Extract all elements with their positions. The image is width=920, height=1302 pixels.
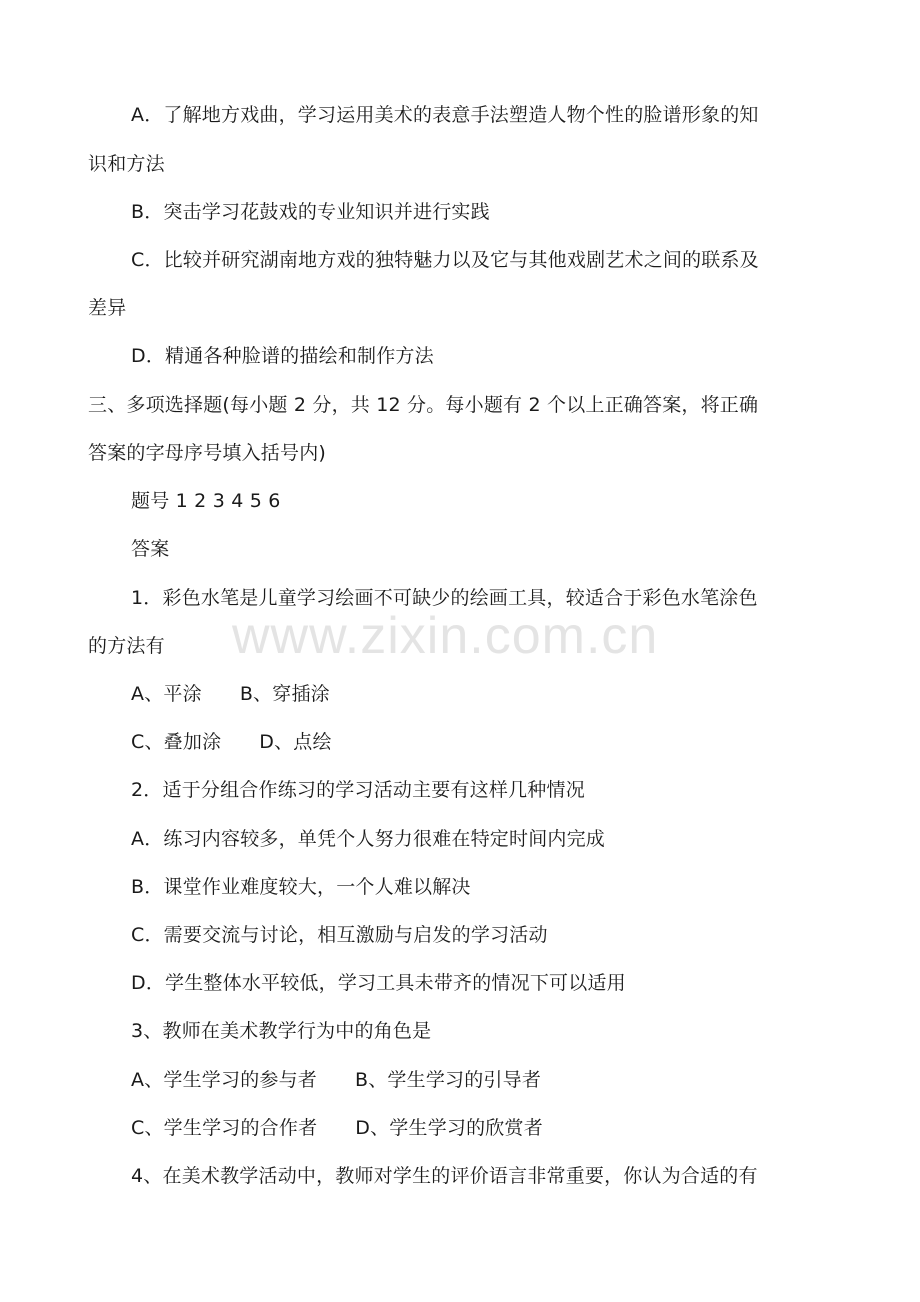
- q1-option-c: C、叠加涂: [131, 731, 222, 753]
- prev-option-a-line1: A．了解地方戏曲，学习运用美术的表意手法塑造人物个性的脸谱形象的知: [131, 104, 759, 126]
- q3-options-row1: [131, 1068, 541, 1092]
- prev-option-c-line1: C．比较并研究湖南地方戏的独特魅力以及它与其他戏剧艺术之间的联系及: [131, 249, 759, 271]
- prev-option-d: D．精通各种脸谱的描绘和制作方法: [131, 345, 434, 367]
- prev-option-b: B．突击学习花鼓戏的专业知识并进行实践: [131, 201, 490, 223]
- q2-option-c: C．需要交流与讨论，相互激励与启发的学习活动: [131, 924, 548, 946]
- section3-heading-line2: 答案的字母序号填入括号内): [88, 442, 327, 464]
- q2-stem: 2．适于分组合作练习的学习活动主要有这样几种情况: [131, 779, 585, 801]
- q3-option-a: A、学生学习的参与者: [131, 1069, 317, 1091]
- q1-stem-line2: 的方法有: [88, 635, 165, 657]
- q3-option-d: D、学生学习的欣赏者: [355, 1117, 543, 1139]
- q1-stem-line1: 1．彩色水笔是儿童学习绘画不可缺少的绘画工具，较适合于彩色水笔涂色: [131, 587, 758, 609]
- q2-option-d: D．学生整体水平较低，学习工具未带齐的情况下可以适用: [131, 972, 626, 994]
- answer-table-row-numbers: 题号 1 2 3 4 5 6: [131, 490, 281, 512]
- q1-option-b: B、穿插涂: [239, 683, 330, 705]
- q1-option-d: D、点绘: [259, 731, 332, 753]
- q3-option-c: C、学生学习的合作者: [131, 1117, 318, 1139]
- q2-option-b: B．课堂作业难度较大，一个人难以解决: [131, 876, 471, 898]
- prev-option-a-line2: 识和方法: [88, 153, 165, 175]
- q3-option-b: B、学生学习的引导者: [355, 1069, 542, 1091]
- answer-table-row-answers: 答案: [131, 538, 170, 560]
- section3-heading-line1: 三、多项选择题(每小题 2 分，共 12 分。每小题有 2 个以上正确答案，将正确: [88, 394, 759, 416]
- q3-options-row2: [131, 1116, 543, 1140]
- q4-stem-line1: 4、在美术教学活动中，教师对学生的评价语言非常重要，你认为合适的有: [131, 1165, 758, 1187]
- prev-option-c-line2: 差异: [88, 297, 127, 319]
- q3-stem: 3、教师在美术教学行为中的角色是: [131, 1020, 432, 1042]
- q1-options-row2: [131, 730, 332, 754]
- watermark: www.zixin.com.cn: [232, 607, 659, 665]
- q2-option-a: A．练习内容较多，单凭个人努力很难在特定时间内完成: [131, 828, 605, 850]
- q1-options-row1: [131, 682, 330, 706]
- q1-option-a: A、平涂: [131, 683, 202, 705]
